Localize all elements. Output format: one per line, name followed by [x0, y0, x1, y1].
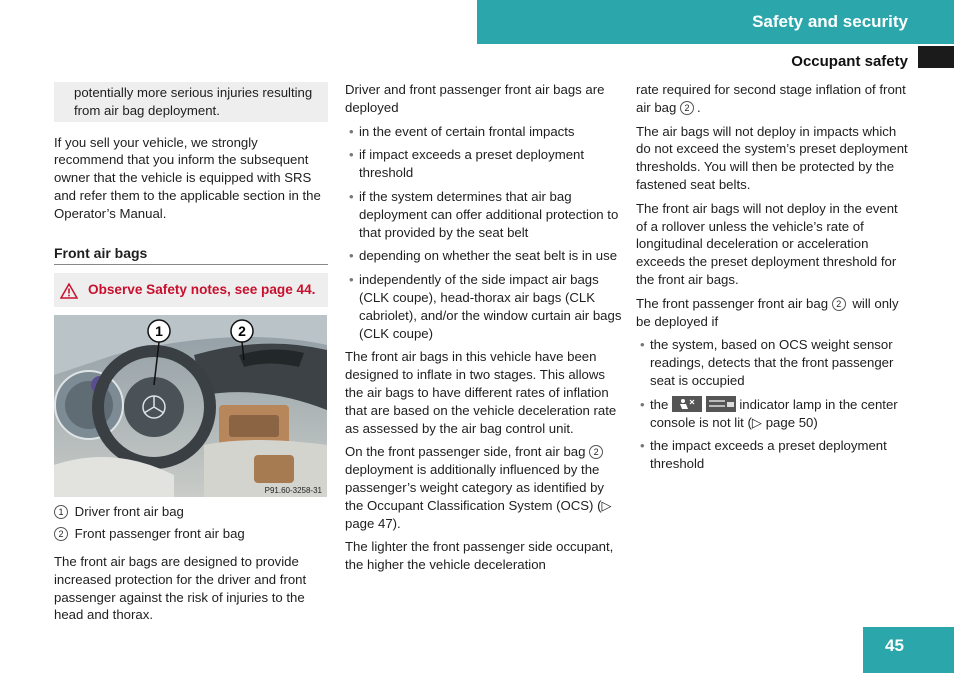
front-airbag-purpose-paragraph: The front air bags are designed to provide increased protection for the driver and front passenger against the risk of injuries to the head and thorax. — [54, 553, 307, 623]
callout-overlay — [54, 315, 327, 497]
lighter-occupant-paragraph: The lighter the front passenger side occupant, the higher the vehicle deceleration — [345, 539, 614, 573]
legend-text-2: Front passenger front air bag — [74, 526, 245, 542]
deployment-intro: Driver and front passenger front air bags are deployed — [345, 82, 605, 115]
passenger-conditions-list — [636, 336, 912, 473]
rollover-paragraph: The front air bags will not deploy in the event of a rollover unless the vehicle’s rate of longitudinal deceleration or acceleration exceeds the preset deployment threshold for the front air bags. — [636, 200, 898, 287]
image-legend — [54, 503, 328, 543]
page-number-box — [863, 627, 954, 673]
legend-item-1 — [54, 503, 328, 521]
text-span: deployment is additionally influenced by the passenger’s weight category as identified by the Occupant Classification System (OCS) ( — [345, 462, 605, 513]
legend-number-1: 1 — [54, 505, 68, 519]
page-ref-link[interactable]: page 47). — [345, 515, 401, 531]
dashboard-illustration — [54, 315, 327, 497]
legend-number-2: 2 — [54, 527, 68, 541]
list-item: • depending on whether the seat belt is in use — [345, 247, 622, 265]
safety-warning-text: Observe Safety notes, see page 44. — [88, 282, 316, 298]
ocs-paragraph — [345, 443, 622, 532]
column-1 — [54, 82, 328, 630]
text-span: The front passenger front air bag — [636, 295, 829, 311]
list-item: • the impact exceeds a preset deployment threshold — [636, 437, 912, 473]
image-code: P91.60-3258-31 — [264, 486, 322, 496]
continued-note-text: potentially more serious injuries resulting from air bag deployment. — [74, 85, 313, 118]
passenger-seat-airbag-icon — [672, 396, 702, 412]
column-3 — [636, 81, 912, 479]
ref-number-2: 2 — [680, 101, 694, 115]
page-ref-link[interactable]: page 50) — [765, 414, 818, 430]
text-span: will only be deployed if — [636, 295, 899, 329]
deployment-conditions-list — [345, 123, 622, 343]
subsection-title: Occupant safety — [791, 53, 908, 70]
callout-2: 2 — [238, 323, 246, 340]
page-number: 45 — [885, 636, 904, 655]
list-item: • in the event of certain frontal impacts — [345, 123, 622, 141]
passenger-airbag-paragraph — [636, 295, 912, 331]
page-ref-arrow-icon: ▷ — [751, 414, 763, 430]
list-item: • if the system determines that air bag deployment can offer additional protection to that provided by the seat belt — [345, 188, 622, 241]
list-item: • independently of the side impact air bags (CLK coupe), head-thorax air bags (CLK cabriolet), and/or the window curtain air bags (CLK coupe) — [345, 271, 622, 342]
resale-paragraph: If you sell your vehicle, we strongly recommend that you inform the subsequent owner that the vehicle is equipped with SRS and refer them to the applicable section in the Operator’s Manual. — [54, 134, 321, 221]
page-ref-arrow-icon: ▷ — [601, 497, 612, 513]
safety-warning — [54, 273, 328, 307]
second-stage-paragraph: rate required for second stage inflation of front air bag 2 . — [636, 82, 906, 115]
list-item: • if impact exceeds a preset deployment threshold — [345, 146, 622, 182]
header-bar — [477, 0, 954, 44]
text-span: the — [650, 396, 669, 412]
section-title: Safety and security — [752, 12, 908, 31]
passenger-airbag-off-indicator-icon — [706, 396, 736, 412]
list-item — [636, 396, 912, 432]
list-item: • the system, based on OCS weight sensor readings, detects that the front passenger seat is occupied — [636, 336, 912, 389]
front-air-bags-heading: Front air bags — [54, 245, 328, 266]
text-span: On the front passenger side, front air bag — [345, 444, 586, 460]
text-span: indicator lamp in the center console is not lit ( — [650, 396, 898, 430]
threshold-paragraph: The air bags will not deploy in impacts which do not exceed the system’s preset deployment thresholds. You will then be protected by the fastened seat belts. — [636, 123, 908, 192]
two-stage-paragraph: The front air bags in this vehicle have been designed to inflate in two stages. This allows the air bags to have different rates of inflation that are based on the vehicle deceleration rate as assessed by the air bag control unit. — [345, 349, 617, 436]
section-tab-marker — [918, 46, 954, 68]
legend-item-2 — [54, 525, 328, 543]
ref-number-2: 2 — [832, 297, 846, 311]
column-2 — [345, 81, 622, 580]
callout-1: 1 — [155, 323, 163, 340]
warning-triangle-icon — [60, 283, 78, 299]
continued-note-box — [54, 82, 328, 122]
legend-text-1: Driver front air bag — [74, 504, 184, 520]
text-span: rate required for second stage inflation of front air bag — [636, 82, 906, 115]
ref-number-2: 2 — [589, 445, 603, 459]
